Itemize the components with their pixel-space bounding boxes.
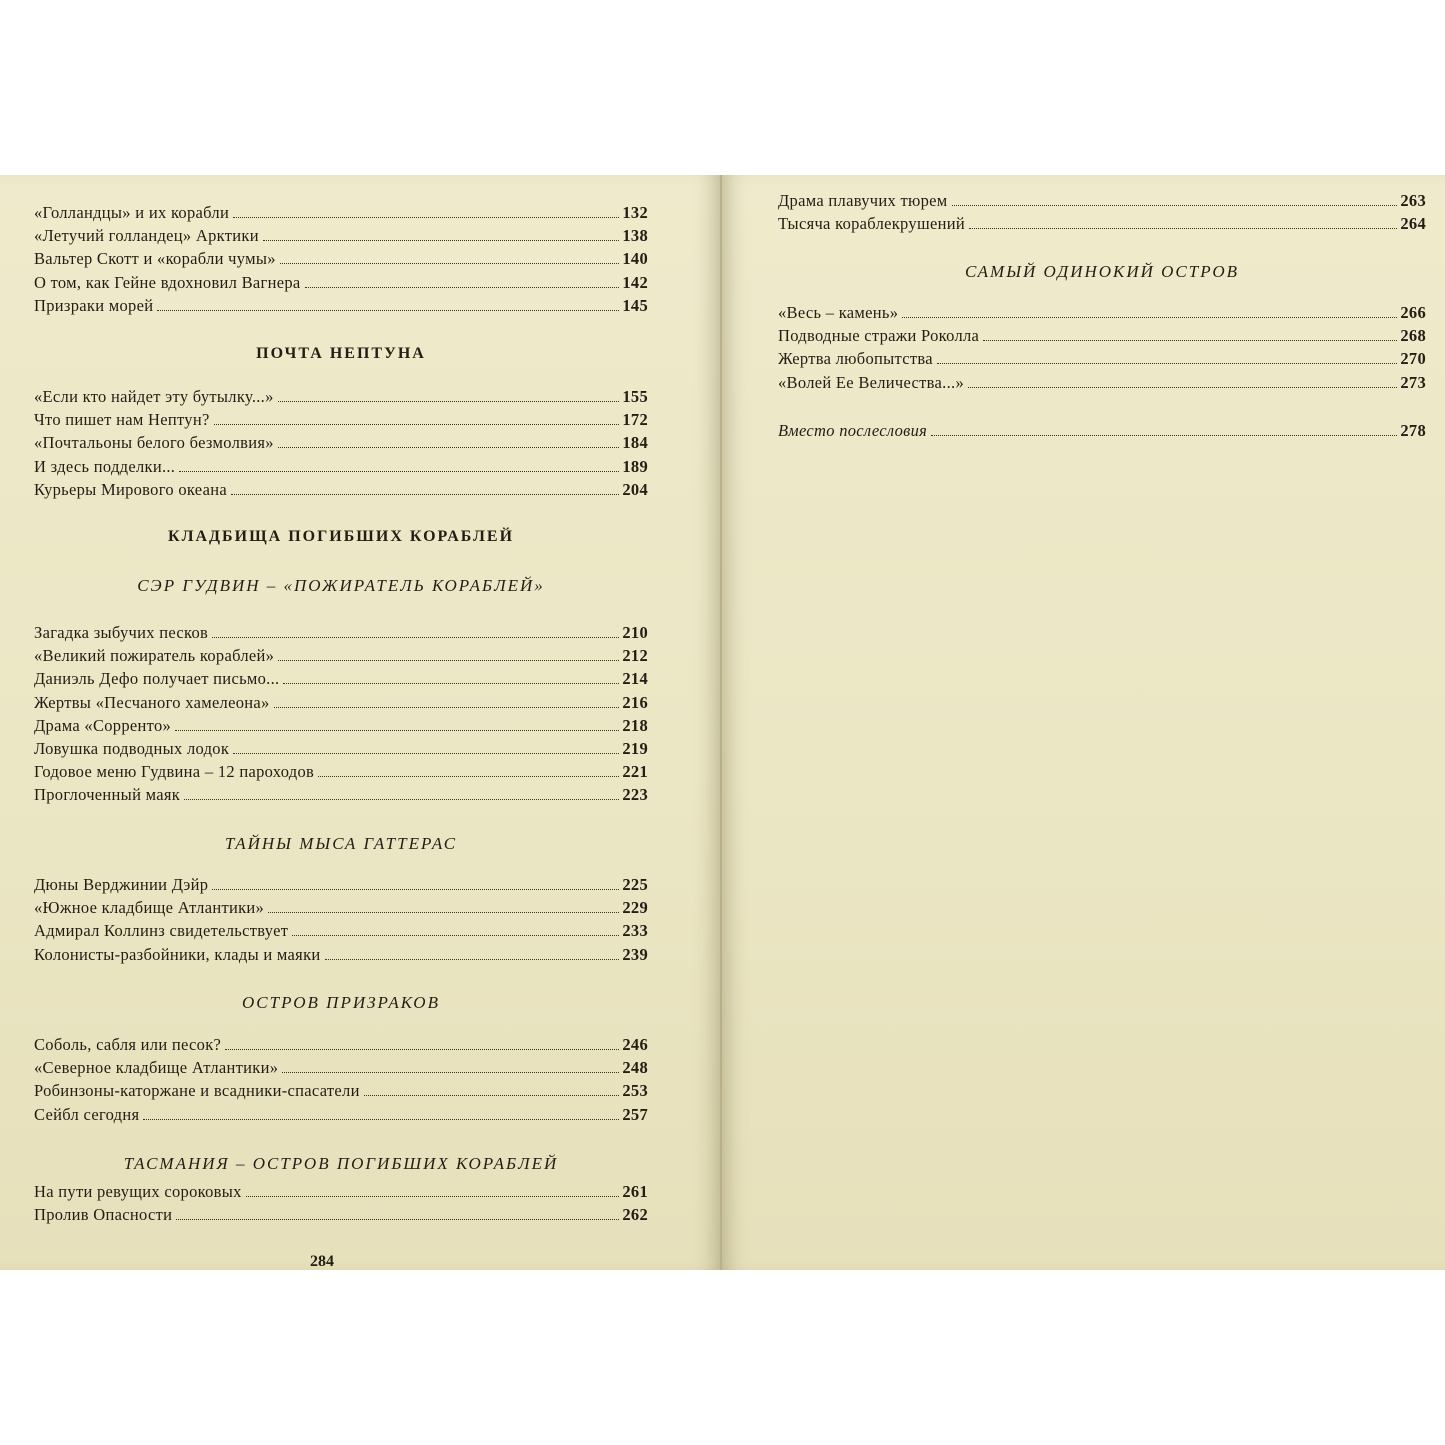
toc-entry[interactable] [34,943,648,966]
subsection-title-hatteras: ТАЙНЫ МЫСА ГАТТЕРАС [224,834,458,853]
toc-group-dutchmen [34,201,648,317]
toc-entry[interactable] [34,1203,648,1226]
toc-entry-title: «Южное кладбище Атлантики» [34,898,265,918]
dot-leader [143,1119,619,1120]
dot-leader [274,707,620,708]
toc-entry-title: Даниэль Дефо получает письмо... [34,669,280,689]
toc-entry-page: 172 [622,410,648,430]
subsection-title-goodwin: СЭР ГУДВИН – «ПОЖИРАТЕЛЬ КОРАБЛЕЙ» [137,576,545,595]
toc-entry-page: 219 [622,738,648,758]
toc-entry-page: 145 [622,295,648,315]
toc-entry-page: 246 [622,1035,648,1054]
toc-entry-title: «Почтальоны белого безмолвия» [34,433,274,453]
toc-entry-page: 155 [622,387,648,406]
toc-entry-page: 273 [1400,372,1426,392]
toc-entry[interactable] [34,896,648,919]
toc-entry[interactable] [34,408,648,431]
toc-entry[interactable] [34,1079,648,1102]
toc-entry-page: 262 [622,1205,648,1225]
toc-entry-title: Вместо послесловия [778,421,928,440]
toc-group-ghosts [34,1033,648,1126]
toc-entry-title: Призраки морей [34,295,154,315]
toc-entry-page: 248 [622,1058,648,1078]
toc-entry-page: 142 [622,272,648,292]
toc-entry[interactable] [778,324,1426,347]
dot-leader [902,317,1397,318]
toc-group-prisons [778,189,1426,235]
toc-entry-title: Соболь, сабля или песок? [34,1035,222,1054]
dot-leader [231,494,619,495]
toc-entry[interactable] [778,301,1426,324]
dot-leader [983,340,1397,341]
toc-entry-title: И здесь подделки... [34,456,176,476]
toc-entry[interactable] [34,873,648,896]
dot-leader [184,799,619,800]
toc-entry-title: Что пишет нам Нептун? [34,410,210,430]
toc-entry-title: Драма плавучих тюрем [778,191,948,210]
toc-entry-afterword[interactable] [778,419,1426,442]
toc-entry-page: 210 [622,623,648,642]
toc-entry-page: 261 [622,1182,648,1201]
dot-leader [212,637,619,638]
toc-entry-title: О том, как Гейне вдохновил Вагнера [34,272,301,292]
toc-entry-page: 253 [622,1081,648,1101]
toc-entry[interactable] [34,919,648,942]
dot-leader [931,435,1397,436]
toc-entry-page: 229 [622,898,648,918]
dot-leader [246,1196,620,1197]
toc-entry-title: «Весь – камень» [778,303,899,322]
dot-leader [268,912,619,913]
toc-group-neptune [34,385,648,501]
toc-entry[interactable] [778,189,1426,212]
toc-entry-title: Робинзоны-каторжане и всадники-спасатели [34,1081,360,1101]
subsection-title-ghosts: ОСТРОВ ПРИЗРАКОВ [242,993,440,1012]
toc-entry[interactable] [34,667,648,690]
toc-entry[interactable] [34,621,648,644]
toc-entry-page: 138 [622,226,648,246]
toc-entry-page: 278 [1400,421,1426,440]
toc-entry-page: 270 [1400,349,1426,369]
toc-entry[interactable] [34,385,648,408]
toc-entry-title: «Волей Ее Величества...» [778,372,965,392]
right-page [722,175,1445,1270]
dot-leader [305,287,620,288]
toc-entry[interactable] [778,371,1426,394]
toc-entry[interactable] [34,478,648,501]
toc-entry[interactable] [34,1033,648,1056]
dot-leader [233,217,619,218]
toc-entry-title: Адмирал Коллинз свидетельствует [34,921,289,941]
dot-leader [937,363,1397,364]
left-page [0,175,720,1270]
toc-entry-page: 268 [1400,326,1426,346]
toc-entry-title: Ловушка подводных лодок [34,738,230,758]
toc-group-tasmania [34,1180,648,1226]
toc-entry-page: 263 [1400,191,1426,210]
toc-entry[interactable] [34,783,648,806]
toc-entry-title: «Великий пожиратель кораблей» [34,646,275,666]
toc-group-goodwin [34,621,648,807]
dot-leader [157,310,619,311]
dot-leader [263,240,619,241]
dot-leader [952,205,1398,206]
subsection-title-tasmania: ТАСМАНИЯ – ОСТРОВ ПОГИБШИХ КОРАБЛЕЙ [123,1154,559,1173]
toc-entry[interactable] [34,455,648,478]
dot-leader [278,660,619,661]
page-number: 284 [310,1253,334,1270]
toc-entry[interactable] [34,201,648,224]
toc-entry-title: Сейбл сегодня [34,1104,140,1124]
dot-leader [176,1219,619,1220]
toc-entry[interactable] [34,1180,648,1203]
dot-leader [278,401,620,402]
subsection-title-lonely-island: САМЫЙ ОДИНОКИЙ ОСТРОВ [964,262,1240,281]
dot-leader [968,387,1397,388]
dot-leader [969,228,1397,229]
toc-entry-page: 184 [622,433,648,453]
toc-entry[interactable] [34,431,648,454]
toc-entry-title: Жертва любопытства [778,349,933,369]
dot-leader [233,753,619,754]
dot-leader [175,730,619,731]
toc-entry-title: Проглоченный маяк [34,785,181,805]
dot-leader [214,424,620,425]
toc-entry[interactable] [34,760,648,783]
toc-entry-title: «Если кто найдет эту бутылку...» [34,387,274,406]
toc-entry-page: 216 [622,692,648,712]
toc-entry[interactable] [34,224,648,247]
toc-entry[interactable] [34,1103,648,1126]
toc-entry[interactable] [34,691,648,714]
toc-entry-title: «Голландцы» и их корабли [34,203,230,222]
toc-entry[interactable] [34,644,648,667]
dot-leader [225,1049,619,1050]
toc-entry[interactable] [34,294,648,317]
toc-entry[interactable] [34,271,648,294]
toc-entry[interactable] [34,247,648,270]
toc-entry-title: Колонисты-разбойники, клады и маяки [34,944,321,964]
dot-leader [318,776,619,777]
toc-entry-title: «Северное кладбище Атлантики» [34,1058,279,1078]
dot-leader [283,683,619,684]
toc-entry-page: 132 [622,203,648,222]
toc-entry-title: Годовое меню Гудвина – 12 пароходов [34,762,315,782]
toc-entry-title: «Летучий голландец» Арктики [34,226,259,246]
toc-entry[interactable] [34,737,648,760]
section-title-neptune: ПОЧТА НЕПТУНА [256,345,426,362]
dot-leader [325,959,620,960]
dot-leader [282,1072,619,1073]
toc-entry-page: 221 [622,762,648,782]
toc-entry-title: Дюны Верджинии Дэйр [34,875,209,894]
toc-entry[interactable] [778,212,1426,235]
toc-entry-title: Драма «Сорренто» [34,715,172,735]
toc-entry-title: Тысяча кораблекрушений [778,214,965,234]
toc-entry-title: Пролив Опасности [34,1205,173,1225]
toc-entry[interactable] [34,714,648,737]
toc-entry-page: 233 [622,921,648,941]
toc-entry-page: 212 [622,646,648,666]
toc-entry-title: Загадка зыбучих песков [34,623,209,642]
toc-entry-title: Курьеры Мирового океана [34,479,227,499]
toc-entry-title: Вальтер Скотт и «корабли чумы» [34,249,276,269]
toc-entry-page: 239 [622,944,648,964]
toc-entry-page: 257 [622,1104,648,1124]
toc-entry[interactable] [34,1056,648,1079]
toc-entry-page: 218 [622,715,648,735]
toc-entry-page: 223 [622,785,648,805]
toc-entry[interactable] [778,347,1426,370]
toc-entry-page: 225 [622,875,648,894]
section-title-graveyards: КЛАДБИЩА ПОГИБШИХ КОРАБЛЕЙ [167,528,515,545]
toc-entry-page: 189 [622,456,648,476]
toc-entry-page: 264 [1400,214,1426,234]
dot-leader [280,263,620,264]
dot-leader [364,1095,620,1096]
toc-entry-page: 266 [1400,303,1426,322]
toc-entry-title: Подводные стражи Роколла [778,326,980,346]
dot-leader [278,447,620,448]
dot-leader [292,935,619,936]
dot-leader [179,471,619,472]
toc-entry-page: 204 [622,479,648,499]
toc-group-hatteras [34,873,648,966]
toc-group-lonely-island [778,301,1426,394]
toc-entry-page: 214 [622,669,648,689]
toc-entry-page: 140 [622,249,648,269]
dot-leader [212,889,619,890]
toc-entry-title: На пути ревущих сороковых [34,1182,242,1201]
toc-entry-title: Жертвы «Песчаного хамелеона» [34,692,270,712]
